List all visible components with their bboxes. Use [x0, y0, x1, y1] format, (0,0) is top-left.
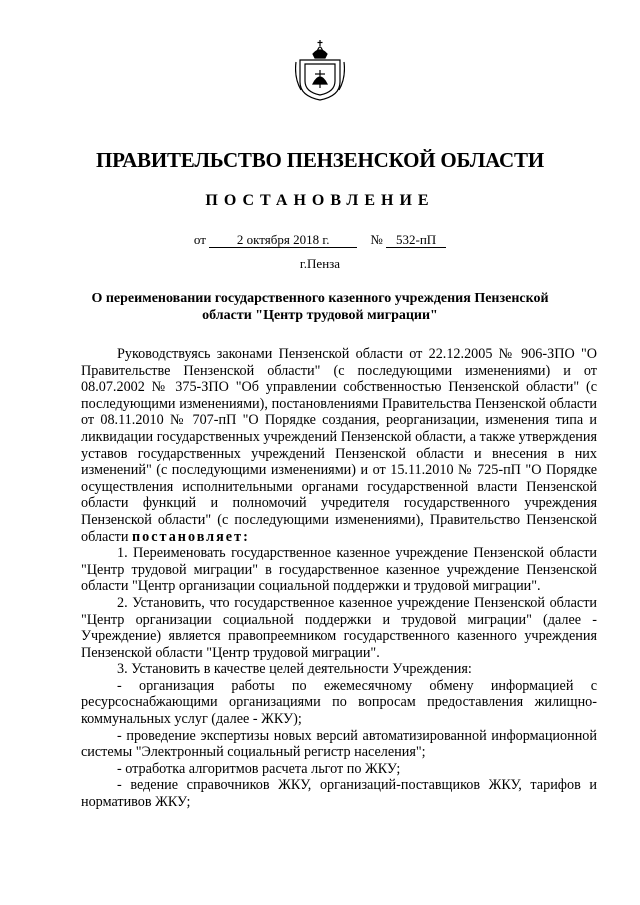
document-body [81, 346, 597, 811]
number-prefix: № [370, 232, 383, 247]
preamble-text: Руководствуясь законами Пензенской области от 22.12.2005 № 906-ЗПО "О Правительстве Пензенской области" (с последующими изменениями) и от 08.07.2002 № 375-ЗПО "Об управлении собственностью Пензенской области" (с последующими изменениями), постановлениями Правительства Пензенской области от 08.11.2010 № 707-пП "О Порядке создания, реорганизации, изменения типа и ликвидации государственных учреждений Пензенской области, а также утверждения уставов государственных учреждений Пензенской области и внесения в них изменений" (с последующими изменениями) и от 15.11.2010 № 725-пП "О Порядке осуществления исполнительными органами государственной власти Пензенской области функций и полномочий учредителя государственного учреждения Пензенской области" (с последующими изменениями), Правительство Пензенской области [81, 346, 597, 545]
preamble-paragraph [81, 346, 597, 545]
goal-paragraph: - организация работы по ежемесячному обмену информацией с ресурсоснабжающими организациями по вопросам предоставления жилищно-коммунальных услуг (далее - ЖКУ); [81, 677, 597, 728]
date-prefix: от [193, 232, 206, 247]
decree-word: постановляет: [131, 528, 250, 545]
document-type: ПОСТАНОВЛЕНИЕ [205, 192, 435, 209]
page-title: ПРАВИТЕЛЬСТВО ПЕНЗЕНСКОЙ ОБЛАСТИ [96, 148, 544, 172]
document-subject: О переименовании государственного казенного учреждения Пензенской области "Центр трудовой миграции" [91, 291, 549, 323]
item-paragraph: 1. Переименовать государственное казенное учреждение Пензенской области "Центр трудовой миграции" в государственное казенное учреждение Пензенской области "Центр организации социальной поддержки и трудовой миграции". [81, 545, 597, 595]
item-paragraph: 3. Установить в качестве целей деятельности Учреждения: [117, 661, 472, 678]
goal-paragraph: - ведение справочников ЖКУ, организаций-поставщиков ЖКУ, тарифов и нормативов ЖКУ; [81, 777, 597, 811]
document-date: 2 октября 2018 г. [209, 233, 357, 248]
document-number: 532-пП [386, 233, 446, 248]
goal-paragraph: - проведение экспертизы новых версий автоматизированной информационной системы "Электронный социальный регистр населения"; [81, 727, 597, 761]
item-paragraph: 2. Установить, что государственное казенное учреждение Пензенской области "Центр организации социальной поддержки и трудовой миграции" (далее - Учреждение) является правопреемником государственного казенного учреждения Пензенской области "Центр трудовой миграции". [81, 594, 597, 661]
coat-of-arms-icon [295, 38, 345, 102]
date-number-line [0, 232, 640, 248]
goal-paragraph: - отработка алгоритмов расчета льгот по ЖКУ; [117, 760, 401, 777]
city: г.Пенза [299, 256, 341, 271]
